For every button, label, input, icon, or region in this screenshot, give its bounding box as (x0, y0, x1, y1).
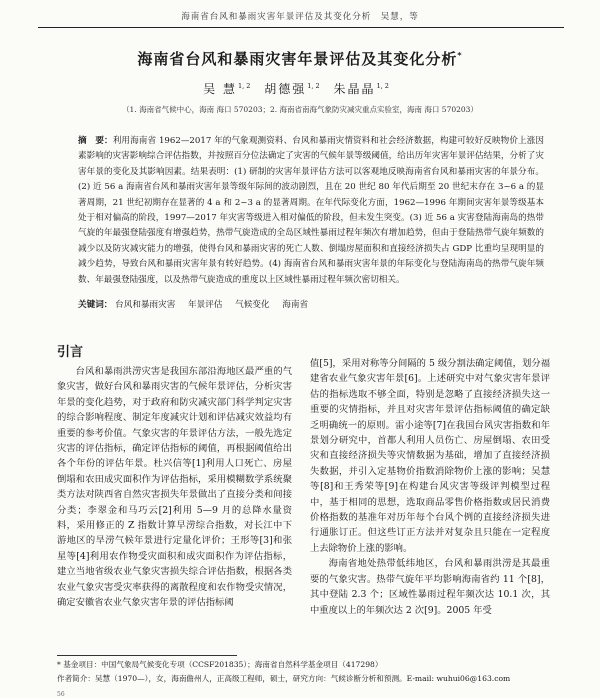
page-number: 56 (57, 691, 65, 698)
header-rule (38, 27, 564, 28)
author-affil-mark: 1, 2 (307, 82, 320, 90)
paper-title-text: 海南省台风和暴雨灾害年景评估及其变化分析 (137, 50, 458, 68)
author-name: 朱晶晶 (333, 82, 376, 96)
title-footnote-mark: * (457, 51, 463, 60)
body-column-right (310, 356, 550, 618)
author-affil-mark: 1, 2 (376, 82, 389, 90)
keyword: 气候变化 (235, 300, 270, 310)
keyword: 年景评估 (188, 300, 223, 310)
keyword: 台风和暴雨灾害 (115, 300, 176, 310)
keywords-label: 关键词： (78, 300, 113, 310)
footnote-author: 作者简介：吴慧（1970—），女，海南儋州人，正高级工程师，硕士，研究方向：气候诊断分析和预测。E-mail: wuhui06@163.com (57, 674, 511, 683)
author-affil-mark: 1, 2 (237, 82, 251, 90)
abstract-label: 摘 要： (78, 136, 113, 146)
body-paragraph: 值[5]，采用对称等分间隔的 5 级分割法确定阈值，划分福建省农业气象灾害年景[6]。上述研究中对气象灾害年景评估的指标选取不够全面，特别是忽略了直接经济损失这一重要的灾情指标，并且对灾害年景评估指标阈值的确定缺乏明确统一的原则。雷小途等[7]在我国台风灾害指数和年景划分研究中，首都人利用人员伤亡、房屋倒塌、农田受灾和直接经济损失等灾情数据为基础，增加了直接经济损失数据，并引入定基物价指数消除物价上涨的影响；吴慧等[8]和王秀荣等[9]在构建台风灾害等级评判模型过程中，基于相同的思想，选取商品零售价格指数或居民消费价格指数的基准年对历年每个台风个例的直接经济损失进行通胀订正。但这些订正方法并对复杂且只能在一定程度上去除物价上涨的影响。 (310, 358, 550, 554)
keyword: 海南省 (282, 300, 309, 310)
abstract (78, 134, 544, 288)
body-paragraph: 台风和暴雨洪涝灾害是我国东部沿海地区最严重的气象灾害，做好台风和暴雨灾害的气候年景评估，分析灾害年景的变化趋势，对于政府和防灾减灾部门科学判定灾害的综合影响程度、制定年度减灾计划和评估减灾效益均有重要的参考价值。气象灾害的年景评估方法，一般先选定灾害的评估指标，确定评估指标的阈值，再根据阈值给出各个年份的评估年景。杜兴信等[1]利用人口死亡、房屋倒塌和农田成灾面积作为评估指标，采用模糊数学系统聚类方法对陕西省自然灾害损失年景做出了直接分类和间接分类；李翠金和马巧云[2]利用 5—9 月的总降水量资料，采用修正的 Z 指数计算早涝综合指数，对长江中下游地区的旱涝气候年景进行定量化评价；王形等[3]和张星等[4]利用农作物受灾面积和成灾面积作为评估指标，建立当地省级农业气象灾害损失综合评估指数，根据各类农业气象灾害受灾率获得的离散程度和农作物受灾情况，确定安徽省农业气象灾害年景的评估指标阈 (57, 366, 292, 609)
footnote-fund: * 基金项目：中国气象局气候变化专项（CCSF201835）；海南省自然科学基金项目（417298） (57, 660, 383, 669)
body-column-left (57, 364, 292, 611)
paper-title (0, 48, 600, 69)
body-paragraph: 海南省地处热带低纬地区，台风和暴雨洪涝是其最重要的气象灾害。热带气旋年平均影响海南省约 11 个[8]，其中登陆 2.3 个；区域性暴雨过程年频次达 10.1 次，其中重度以上的年频次达 2 次[9]。2005 年受 (310, 558, 550, 616)
affiliations: （1. 海南省气候中心，海南 海口 570203；2. 海南省南海气象防灾减灾重点实验室，海南 海口 570203） (122, 105, 478, 114)
running-head: 海南省台风和暴雨灾害年景评估及其变化分析 吴慧，等 (181, 12, 419, 22)
footnote-rule (57, 655, 237, 656)
author-list (0, 80, 600, 97)
author-name: 胡德强 (264, 82, 307, 96)
abstract-text: 利用海南省 1962—2017 年的气象观测资料、台风和暴雨灾情资料和社会经济数据，构建可较好反映物价上涨因素影响的灾害影响综合评估指数，并按照百分位法确定了灾害的气候年景等级阈值，给出历年灾害年景评估结果，分析了灾害年景的变化及其影响因素。结果表明：(1) 研制的灾害年景评估方法可以客观地反映海南省台风和暴雨灾害的年景分布。(2) 近 56 a 海南省台风和暴雨灾害年景等级年际间的波动剧烈，且在 20 世纪 80 年代后期至 20 世纪末存在 3~6 a 的显著周期，21 世纪初期存在显著的 4 a 和 2~3 a 的显著周期。在年代际变化方面，1962—1996 年期间灾害年景等级基本处于相对偏高的阶段，1997—2017 年灾害等级进入相对偏低的阶段，但未发生突变。(3) 近 56 a 灾害登陆海南岛的热带气旋的年最强登陆强度有增强趋势，热带气旋造成的全岛区域性暴雨过程年频次有增加趋势，但由于登陆热带气旋年频数的减少以及防灾减灾能力的增强，使得台风和暴雨灾害的死亡人数、倒塌房屋面积和直接经济损失占 GDP 比重均呈现明显的减少趋势，导致台风和暴雨灾害年景有转好趋势。(4) 海南省台风和暴雨灾害年景的年际变化与登陆海南岛的热带气旋年频数、年最强登陆强度，以及热带气旋造成的重度以上区域性暴雨过程年频次密切相关。 (78, 136, 544, 285)
section-heading-introduction: 引言 (57, 345, 84, 360)
keywords (78, 298, 544, 310)
author-name: 吴 慧 (203, 82, 237, 96)
